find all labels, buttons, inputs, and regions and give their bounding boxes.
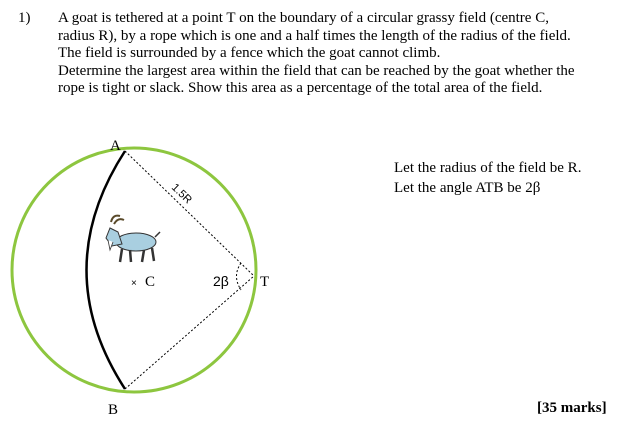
label-a: A [110,138,121,154]
question-line-1: A goat is tethered at a point T on the boundary of a circular grassy field (centre C, [58,10,549,26]
question-line-3: The field is surrounded by a fence which the goat cannot climb. [58,45,441,61]
rope-tb [125,276,254,389]
center-mark: × [131,278,137,289]
label-t: T [260,274,270,290]
note-angle: Let the angle ATB be 2β [394,180,541,196]
rope-arc [87,151,126,389]
question-line-2: radius R), by a rope which is one and a half times the length of the radius of the field. [58,27,571,44]
marks-label: [35 marks] [537,400,607,416]
question-line-4: Determine the largest area within the field that can be reached by the goat whether the [58,62,575,79]
note-radius: Let the radius of the field be R. [394,160,582,176]
angle-arc [237,263,242,290]
label-c: C [145,274,156,290]
goat-icon [106,216,160,262]
angle-label: 2β [213,273,229,289]
label-b: B [108,402,119,418]
rope-length-label: 1.5R [168,181,194,207]
question-number: 1) [18,10,31,26]
field-boundary [12,148,256,392]
rope-ta [125,151,254,276]
question-line-5: rope is tight or slack. Show this area as a percentage of the total area of the field. [58,80,543,96]
